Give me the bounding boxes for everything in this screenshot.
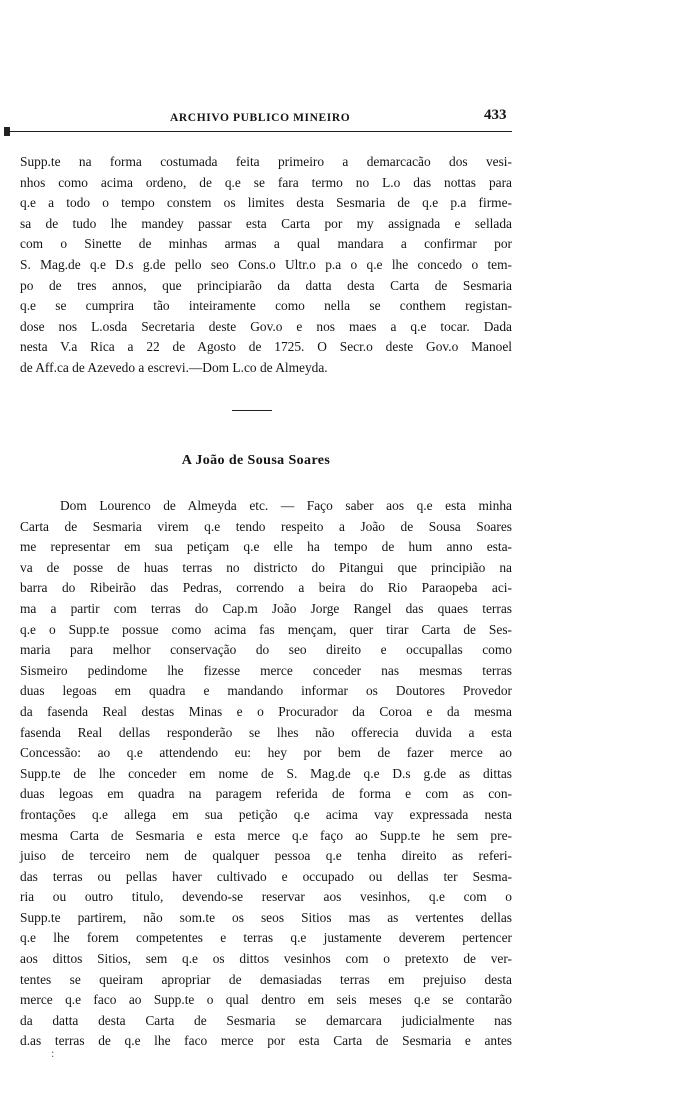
- paragraph-continuation: [20, 152, 512, 379]
- text-line: juiso de terceiro nem de qualquer pessoa q.e tenha direito as referi-: [20, 848, 512, 864]
- text-line: tentes se queiram apropriar de demasiadas terras em prejuiso desta: [20, 971, 512, 987]
- section-heading: A João de Sousa Soares: [181, 453, 331, 468]
- section-divider: [232, 410, 272, 411]
- text-line: da fasenda Real destas Minas e o Procurador da Coroa e da mesma: [20, 703, 512, 719]
- text-line: q.e a todo o tempo constem os limites desta Sesmaria de q.e p.a firme-: [20, 195, 512, 211]
- text-line: nhos como acima ordeno, de q.e se fara termo no L.o das nottas para: [20, 174, 512, 190]
- text-line: fasenda Real dellas responderão se lhes não offerecia duvida a esta: [20, 724, 512, 740]
- text-line: da datta desta Carta de Sesmaria se demarcara judicialmente nas: [20, 1012, 512, 1028]
- text-line: barra do Ribeirão das Pedras, correndo a beira do Rio Paraopeba aci-: [20, 580, 512, 596]
- text-line: maria para melhor conservação do seo direito e occupallas como: [20, 642, 512, 658]
- text-line: duas legoas em quadra e mandando informar os Doutores Provedor: [20, 683, 512, 699]
- text-line: Sismeiro pedindome lhe fizesse merce conceder nas mesmas terras: [20, 662, 512, 678]
- text-line: nesta V.a Rica a 22 de Agosto de 1725. O Secr.o deste Gov.o Manoel: [20, 339, 512, 355]
- page-number: 433: [484, 107, 507, 123]
- text-line: va de posse de huas terras no districto do Pitangui que principião na: [20, 559, 512, 575]
- text-line: aos dittos Sitios, sem q.e os dittos vesinhos com o pretexto de ver-: [20, 951, 512, 967]
- margin-mark: :: [51, 1046, 55, 1060]
- text-line: Supp.te partirem, não som.te os seos Sitios mas as vertentes dellas: [20, 909, 512, 925]
- text-line: po de tres annos, que principiarão da datta desta Carta de Sesmaria: [20, 277, 512, 293]
- text-line: de Aff.ca de Azevedo a escrevi.—Dom L.co de Almeyda.: [20, 359, 328, 375]
- text-line: Carta de Sesmaria virem q.e tendo respeito a João de Sousa Soares: [20, 518, 512, 534]
- text-line: sa de tudo lhe mandey passar esta Carta por my assignada e sellada: [20, 215, 512, 231]
- text-line: S. Mag.de q.e D.s g.de pello seo Cons.o Ultr.o p.a o q.e lhe concedo o tem-: [20, 256, 512, 272]
- text-line: q.e o Supp.te possue como acima fas mençam, quer tirar Carta de Ses-: [20, 621, 512, 637]
- text-line: d.as terras de q.e lhe faco merce por esta Carta de Sesmaria e antes: [20, 1033, 512, 1049]
- text-line: com o Sinette de minhas armas a qual mandara a confirmar por: [20, 236, 512, 252]
- text-line: ma a partir com terras do Cap.m João Jorge Rangel das quaes terras: [20, 600, 512, 616]
- paragraph-body: [20, 496, 512, 1052]
- text-line: ria ou outro titulo, devendo-se reservar aos vesinhos, q.e com o: [20, 889, 512, 905]
- text-line: Supp.te na forma costumada feita primeiro a demarcacão dos vesi-: [20, 154, 512, 169]
- text-line: me representar em sua petiçam q.e elle ha tempo de hum anno esta-: [20, 539, 512, 555]
- text-line: merce q.e faco ao Supp.te o qual dentro em seis meses q.e se contarão: [20, 992, 512, 1008]
- text-line: Concessão: ao q.e attendendo eu: hey por bem de fazer merce ao: [20, 745, 512, 761]
- running-title: ARCHIVO PUBLICO MINEIRO: [170, 112, 351, 124]
- text-line: mesma Carta de Sesmaria e esta merce q.e faço ao Supp.te he sem pre-: [20, 827, 512, 843]
- text-line: frontações q.e allega em sua petição q.e acima vay expressada nesta: [20, 806, 512, 822]
- text-line: Supp.te de lhe conceder em nome de S. Mag.de q.e D.s g.de as dittas: [20, 765, 512, 781]
- text-line: das terras ou pellas haver cultivado e occupado ou dellas ter Sesma-: [20, 868, 512, 884]
- text-line: Dom Lourenco de Almeyda etc. — Faço saber aos q.e esta minha: [60, 498, 512, 513]
- text-line: q.e lhe forem competentes e terras q.e justamente deverem pertencer: [20, 930, 512, 946]
- text-line: duas legoas em quadra na paragem referida de forma e com as con-: [20, 786, 512, 802]
- text-line: dose nos L.osda Secretaria deste Gov.o e nos maes a q.e tocar. Dada: [20, 318, 512, 334]
- header-rule: [10, 131, 512, 132]
- text-line: q.e se cumprira tão inteiramente como nella se conthem registan-: [20, 298, 512, 314]
- running-header: [0, 100, 679, 128]
